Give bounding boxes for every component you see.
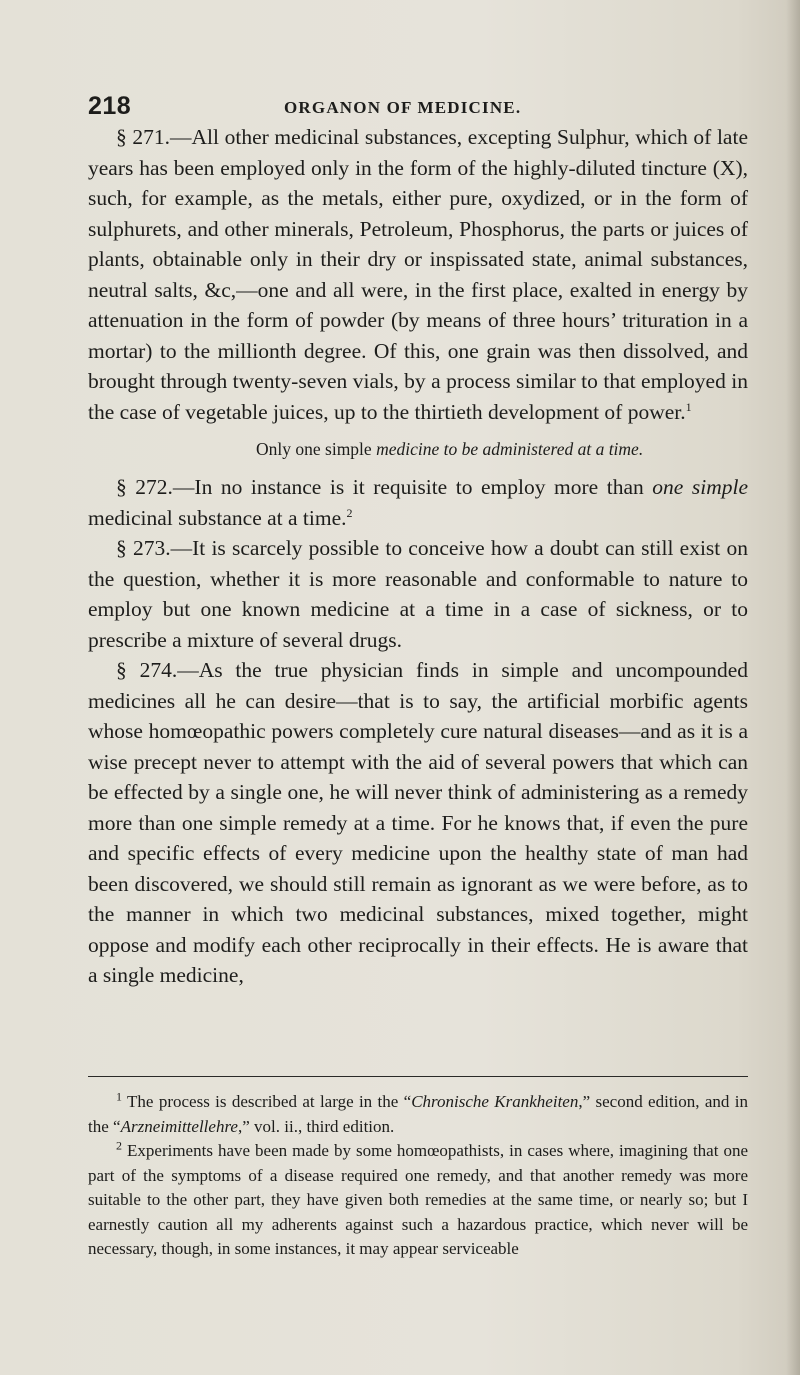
page-edge-shadow (786, 0, 800, 1375)
footnote-1: $^1$ The process is described at large in the “Chronische Krankheiten,” second edition, and in the “Arzneimittellehre,” vol. ii., third edition. (88, 1089, 748, 1136)
section-274: § 274.—As the true physician finds in simple and uncompounded medicines all he can desire—that is to say, the artificial morbific agents whose homœopathic powers completely cure natural diseases—and as it is a wise precept never to attempt with the aid of several powers that which can be effected by a single one, he will never think of administering as a remedy more than one simple remedy at a time. For he knows that, if even the pure and specific effects of every medicine upon the healthy state of man had been discovered, we should still remain as ignorant as we were before, as to the manner in which two medicinal substances, mixed together, might oppose and modify each other reciprocally in their effects. He is aware that a single medicine, (88, 658, 748, 987)
footnotes (88, 1090, 748, 1262)
page-number: 218 (88, 92, 132, 120)
section-272: § 272.—In no instance is it requisite to employ more than one simple medicinal substance at a time.$^2$ (88, 475, 748, 530)
footnote-divider (88, 1076, 748, 1077)
running-title: ORGANON OF MEDICINE. (284, 98, 522, 117)
main-text (88, 122, 748, 991)
side-heading: Only one simple medicine to be administered at a time. (256, 439, 644, 459)
section-271: § 271.—All other medicinal substances, excepting Sulphur, which of late years has been employed only in the form of the highly-diluted tincture (X), such, for example, as the metals, either pure, oxydized, or in the form of sulphurets, and other minerals, Petroleum, Phosphorus, the parts or juices of plants, obtainable only in their dry or inspissated state, animal substances, neutral salts, &c,—one and all were, in the first place, exalted in energy by attenuation in the form of powder (by means of three hours’ trituration in a mortar) to the millionth degree. Of this, one grain was then dissolved, and brought through twenty-seven vials, by a process similar to that employed in the case of vegetable juices, up to the thirtieth development of power.$^1$ (88, 125, 748, 424)
section-273: § 273.—It is scarcely possible to conceive how a doubt can still exist on the question, whether it is more reasonable and conformable to nature to employ but one known medicine at a time in a case of sickness, or to prescribe a mixture of several drugs. (88, 536, 748, 652)
footnote-2: $^2$ Experiments have been made by some homœopathists, in cases where, imagining that one part of the symptoms of a disease required one remedy, and that another remedy was more suitable to the other part, they have given both remedies at the same time, or nearly so; but I earnestly caution all my adherents against such a hazardous practice, which never will be necessary, though, in some instances, it may appear serviceable (88, 1138, 748, 1258)
page-header (88, 92, 748, 122)
